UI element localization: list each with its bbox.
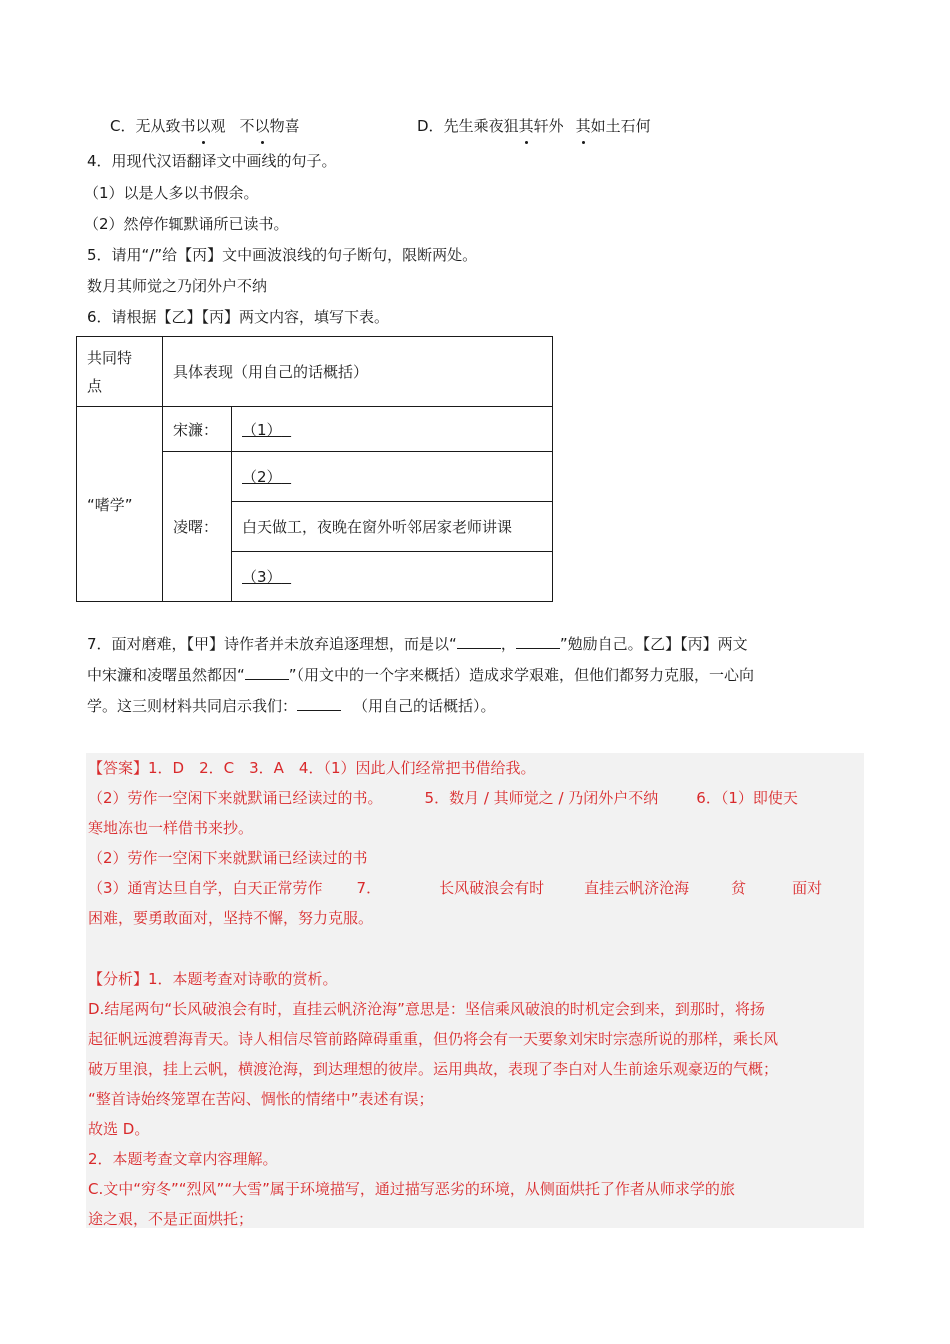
analysis-line-1: 【分析】1．本题考查对诗歌的赏析。 xyxy=(88,970,338,988)
emphasis-char: 以 xyxy=(255,111,270,141)
option-c: C．无从致书以观 不以物喜 xyxy=(110,111,300,141)
emphasis-char: 其 xyxy=(519,111,534,141)
table-blank-2[interactable]: （2） xyxy=(232,452,553,502)
option-d: D．先生乘夜狙其轩外 其如土石何 xyxy=(417,111,651,141)
analysis-line-9: 途之艰，不是正面烘托； xyxy=(88,1210,254,1228)
table-person-song: 宋濂： xyxy=(163,407,232,452)
table-given-answer: 白天做工，夜晚在窗外听邻居家老师讲课 xyxy=(232,502,553,552)
answer-line-4: （2）劳作一空闲下来就默诵已经读过的书 xyxy=(88,849,368,867)
answer-line-5: （3）通宵达旦自学，白天正常劳作 7． 长风破浪会有时 直挂云帆济沧海 贫 面对 xyxy=(88,879,823,897)
answer-line-2: （2）劳作一空闲下来就默诵已经读过的书。 5．数月 / 其师觉之 / 乃闭外户不纳 6．（1）即使天 xyxy=(88,789,798,807)
analysis-line-7: 2．本题考查文章内容理解。 xyxy=(88,1150,278,1168)
q5-sentence: 数月其师觉之乃闭外户不纳 xyxy=(87,277,268,295)
table-header-trait: 共同特 点 xyxy=(77,337,163,407)
q4-stem: 4．用现代汉语翻译文中画线的句子。 xyxy=(87,152,337,170)
q7-blank-4[interactable] xyxy=(297,696,341,711)
q6-table xyxy=(76,336,553,602)
q7-blank-3[interactable] xyxy=(245,665,289,680)
answer-line-1: 【答案】1．D 2．C 3．A 4．（1）因此人们经常把书借给我。 xyxy=(88,759,536,777)
table-trait-cell: “嗜学” xyxy=(77,407,163,602)
q5-stem: 5．请用“/”给【丙】文中画波浪线的句子断句，限断两处。 xyxy=(87,246,478,264)
table-blank-1[interactable]: （1） xyxy=(232,407,553,452)
q6-stem: 6．请根据【乙】【丙】两文内容，填写下表。 xyxy=(87,308,390,326)
q7-line-3: 学。这三则材料共同启示我们： （用自己的话概括）。 xyxy=(87,697,496,715)
emphasis-char: 其 xyxy=(576,111,591,141)
emphasis-char: 以 xyxy=(196,111,211,141)
analysis-line-3: 起征帆远渡碧海青天。诗人相信尽管前路障碍重重，但仍将会有一天要象刘宋时宗悫所说的那样，乘长风 xyxy=(88,1030,779,1048)
q7-blank-2[interactable] xyxy=(516,634,560,649)
table-blank-3[interactable]: （3） xyxy=(232,552,553,602)
analysis-line-2: D.结尾两句“长风破浪会有时，直挂云帆济沧海”意思是：坚信乘风破浪的时机定会到来，到那时，将扬 xyxy=(88,1000,765,1018)
q7-line-2: 中宋濂和凌曙虽然都因“ ”（用文中的一个字来概括）造成求学艰难，但他们都努力克服，一心向 xyxy=(87,666,755,684)
q7-blank-1[interactable] xyxy=(457,634,501,649)
q4-sentence-2: （2）然停作辄默诵所已读书。 xyxy=(84,215,289,233)
q7-line-1: 7．面对磨难，【甲】诗作者并未放弃追逐理想，而是以“ ， ”勉励自己。【乙】【丙】两文 xyxy=(87,635,748,653)
analysis-line-6: 故选 D。 xyxy=(88,1120,150,1138)
analysis-line-5: “整首诗始终笼罩在苦闷、惆怅的情绪中”表述有误； xyxy=(88,1090,434,1108)
answer-line-6: 困难，要勇敢面对，坚持不懈，努力克服。 xyxy=(88,909,374,927)
q4-sentence-1: （1）以是人多以书假余。 xyxy=(84,184,259,202)
analysis-line-8: C.文中“穷冬”“烈风”“大雪”属于环境描写，通过描写恶劣的环境，从侧面烘托了作者从师求学的旅 xyxy=(88,1180,735,1198)
answer-line-3: 寒地冻也一样借书来抄。 xyxy=(88,819,254,837)
table-person-ling: 凌曙： xyxy=(163,452,232,602)
table-header-detail: 具体表现（用自己的话概括） xyxy=(163,337,553,407)
analysis-line-4: 破万里浪，挂上云帆，横渡沧海，到达理想的彼岸。运用典故，表现了李白对人生前途乐观豪迈的气概； xyxy=(88,1060,779,1078)
